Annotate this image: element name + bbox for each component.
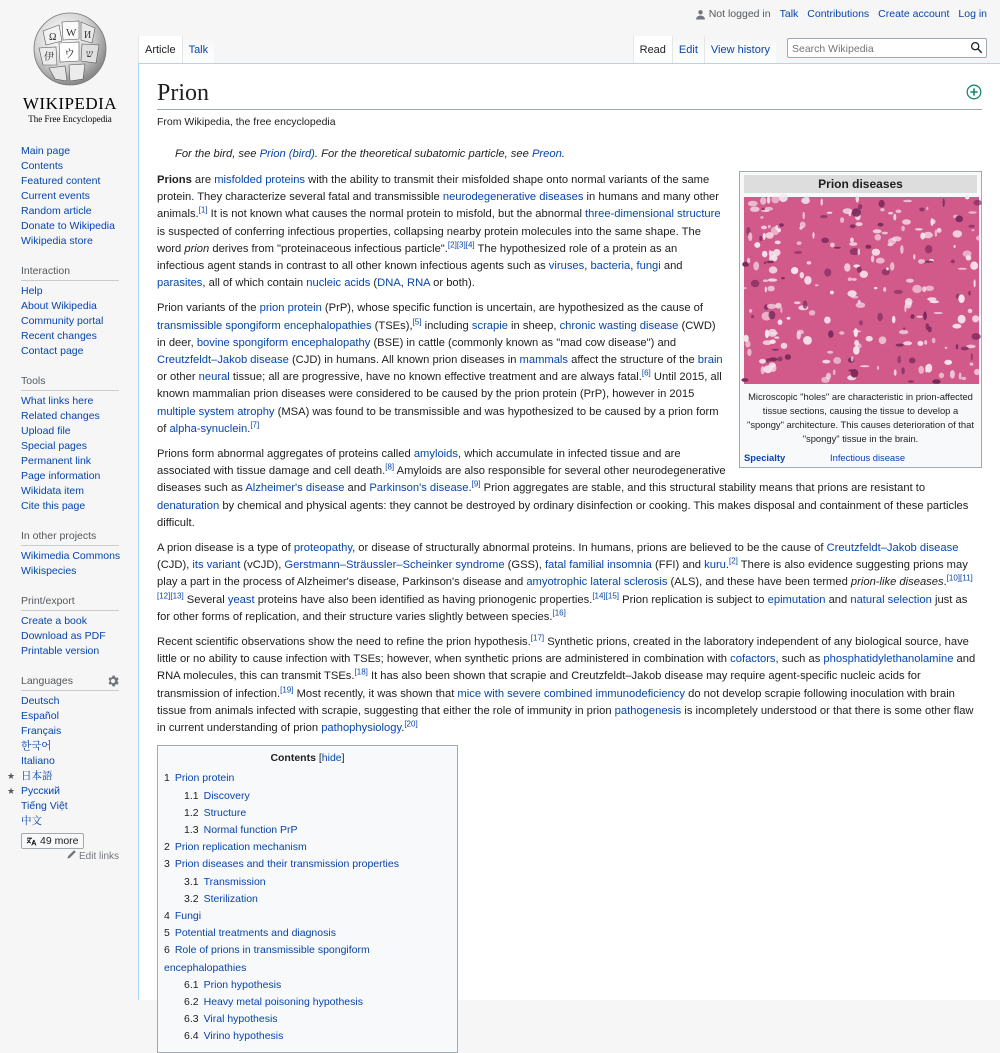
wiki-link[interactable]: fatal familial insomnia bbox=[544, 559, 652, 572]
body-text: is suspected of conferring infectious properties, collapsing nearby protein molecules into the same shape. The word bbox=[157, 225, 701, 255]
svg-text:И: И bbox=[84, 30, 92, 41]
citation bbox=[457, 240, 466, 249]
infobox-image[interactable] bbox=[744, 197, 979, 384]
toc-item[interactable] bbox=[164, 788, 451, 805]
toc-number: 6.1 bbox=[184, 978, 199, 991]
wiki-link[interactable]: bacteria bbox=[590, 260, 631, 273]
toc-number: 2 bbox=[164, 841, 170, 854]
citation bbox=[199, 206, 208, 215]
citation-link[interactable]: [9] bbox=[471, 479, 481, 489]
citation bbox=[157, 591, 170, 600]
toc-number: 6.2 bbox=[184, 995, 199, 1008]
toc-number: 1 bbox=[164, 772, 170, 785]
citation-link[interactable]: [8] bbox=[385, 462, 395, 472]
toc-link[interactable]: Prion protein bbox=[174, 772, 235, 785]
hatnote-link-preon[interactable]: Preon bbox=[531, 148, 562, 160]
hatnote-text: . For the theoretical subatomic particle, see bbox=[314, 148, 532, 160]
lang-deutsch[interactable]: Deutsch bbox=[21, 695, 60, 707]
body-text: Prions form abnormal aggregates of proteins called bbox=[157, 448, 414, 461]
citation-link[interactable]: [6] bbox=[641, 368, 651, 378]
body-text: affect the structure of the bbox=[568, 354, 698, 367]
citation-link[interactable]: [2] bbox=[447, 240, 457, 250]
citation bbox=[531, 633, 544, 642]
wiki-link[interactable]: nucleic acids bbox=[306, 277, 371, 290]
toc-link[interactable]: Heavy metal poisoning hypothesis bbox=[203, 995, 363, 1008]
body-text: , bbox=[400, 277, 408, 290]
sidebar-item-related-changes[interactable]: Related changes bbox=[21, 410, 100, 422]
tab-talk[interactable]: Talk bbox=[182, 36, 215, 63]
citation-link[interactable]: [17] bbox=[530, 633, 545, 643]
lang-francais[interactable]: Français bbox=[21, 725, 62, 737]
italic-text: prion-like diseases bbox=[850, 576, 944, 589]
toc-link[interactable]: Viral hypothesis bbox=[203, 1013, 278, 1026]
citation bbox=[592, 591, 605, 600]
body-text: There is also evidence suggesting prions may play a part in the process of Alzheimer's disease, Parkinson's disease and bbox=[157, 559, 968, 589]
toc-number: 3 bbox=[164, 858, 170, 871]
toc-number: 1.2 bbox=[184, 806, 199, 819]
body-text: , all of which contain bbox=[202, 277, 307, 290]
wiki-link[interactable]: chronic wasting disease bbox=[559, 319, 679, 332]
toc-number: 6.3 bbox=[184, 1013, 199, 1026]
toc-item[interactable] bbox=[164, 1028, 451, 1045]
toc-link[interactable]: Structure bbox=[203, 806, 247, 819]
create-account-link[interactable]: Create account bbox=[878, 8, 950, 20]
hatnote bbox=[175, 148, 982, 160]
navigation-portal bbox=[21, 144, 138, 249]
lang-italiano[interactable]: Italiano bbox=[21, 755, 55, 767]
body-text: Prion variants of the bbox=[157, 302, 260, 315]
table-of-contents bbox=[157, 745, 458, 1052]
toc-link[interactable]: Prion replication mechanism bbox=[174, 841, 307, 854]
svg-text:ウ: ウ bbox=[64, 48, 75, 60]
body-text: . bbox=[401, 722, 405, 735]
body-text: in humans and many other animals. bbox=[157, 191, 719, 221]
body-text: (MSA) was found to be transmissible and was hypothesized to be caused by a prion form of bbox=[157, 405, 719, 435]
sidebar-item-help[interactable]: Help bbox=[21, 285, 43, 297]
lang-espanol[interactable]: Español bbox=[21, 710, 59, 722]
other-projects-portal bbox=[21, 526, 138, 579]
citation bbox=[448, 240, 457, 249]
wiki-link[interactable]: pathogenesis bbox=[614, 704, 682, 717]
citation-link[interactable]: [2] bbox=[729, 556, 738, 566]
toc-item[interactable] bbox=[164, 891, 451, 908]
body-text: The hypothesized role of a protein as an infectious agent stands in contrast to all other known infectious agents such as bbox=[157, 242, 678, 273]
wiki-link[interactable]: bovine spongiform encephalopathy bbox=[196, 336, 371, 349]
sidebar-item-cite-this-page[interactable]: Cite this page bbox=[21, 500, 86, 512]
sidebar-item-recent-changes[interactable]: Recent changes bbox=[21, 330, 97, 342]
lang-russian[interactable]: Русский bbox=[21, 785, 60, 797]
body-text: (CJD) in humans. All known prion diseases in bbox=[288, 354, 520, 367]
body-text: (TSEs), bbox=[371, 319, 413, 332]
logo-tagline: The Free Encyclopedia bbox=[28, 114, 112, 124]
toc-link[interactable]: Sterilization bbox=[203, 892, 258, 905]
tools-portal bbox=[21, 371, 138, 514]
citation-link[interactable]: [12] bbox=[157, 590, 171, 600]
not-logged-in bbox=[695, 8, 771, 20]
citation bbox=[552, 608, 565, 617]
body-text: (GSS), bbox=[504, 559, 545, 572]
toc-number: 3.2 bbox=[184, 892, 199, 905]
body-text: are bbox=[191, 174, 215, 186]
wiki-link[interactable]: its variant bbox=[192, 559, 241, 572]
citation-link[interactable]: [13] bbox=[170, 590, 184, 600]
svg-text:伊: 伊 bbox=[44, 52, 54, 63]
citation-link[interactable]: [7] bbox=[250, 420, 260, 430]
body-text: , such as bbox=[775, 653, 824, 666]
citation-link[interactable]: [14] bbox=[592, 590, 606, 600]
wiki-link[interactable]: neurodegenerative diseases bbox=[442, 191, 584, 204]
specialty-label[interactable]: Specialty bbox=[744, 452, 786, 463]
body-text: Most recently, it was shown that bbox=[293, 687, 458, 700]
sidebar-item-contact[interactable]: Contact page bbox=[21, 345, 84, 357]
citation-link[interactable]: [3] bbox=[456, 240, 466, 250]
wiki-link[interactable]: scrapie bbox=[471, 319, 508, 332]
toc-link[interactable]: Transmission bbox=[203, 875, 266, 888]
tab-view-history[interactable]: View history bbox=[704, 36, 776, 63]
sidebar-item-printable-version[interactable]: Printable version bbox=[21, 645, 100, 657]
badge-star-icon: ★ bbox=[7, 771, 16, 781]
lang-chinese[interactable]: 中文 bbox=[21, 815, 42, 827]
toc-hide-toggle: [hide] bbox=[318, 752, 345, 765]
svg-text:ש: ש bbox=[86, 49, 94, 60]
pencil-icon bbox=[67, 850, 76, 859]
body-text: just as for other forms of replication, and their structure varies slightly between species. bbox=[157, 593, 968, 623]
lang-japanese[interactable]: 日本語 bbox=[21, 770, 53, 782]
wiki-link[interactable]: transmissible spongiform encephalopathies bbox=[157, 319, 372, 332]
wiki-link[interactable]: phosphatidylethanolamine bbox=[823, 653, 954, 666]
gear-icon[interactable] bbox=[107, 675, 119, 687]
sidebar-item-upload-file[interactable]: Upload file bbox=[21, 425, 71, 437]
body-text: and bbox=[825, 593, 851, 606]
citation bbox=[466, 240, 475, 249]
body-text: Several bbox=[183, 593, 228, 606]
body-text: Synthetic prions, created in the laboratory independent of any biological source, have little or no ability to cause infection with TSEs; however, when synthetic prions are administered in combination with bbox=[157, 636, 969, 666]
body-text: and bbox=[344, 482, 370, 495]
page-title bbox=[157, 80, 982, 110]
body-text: . bbox=[725, 559, 729, 572]
wiki-link[interactable]: RNA bbox=[407, 277, 431, 290]
sidebar-item-what-links-here[interactable]: What links here bbox=[21, 395, 94, 407]
body-text: with the ability to transmit their misfolded shape onto normal variants of the same protein. They characterize several fatal and transmissible bbox=[157, 174, 710, 204]
body-text: (BSE) in cattle (commonly known as "mad cow disease") and bbox=[370, 336, 677, 349]
wiki-link[interactable]: brain bbox=[697, 354, 723, 367]
body-text: (CJD), bbox=[157, 559, 193, 572]
toc-item[interactable] bbox=[164, 1011, 451, 1028]
search-input[interactable] bbox=[788, 41, 957, 58]
print-export-portal bbox=[21, 591, 138, 659]
citation-link[interactable]: [11] bbox=[960, 573, 973, 583]
sidebar-item-page-information[interactable]: Page information bbox=[21, 470, 101, 482]
wiki-link[interactable]: yeast bbox=[227, 593, 255, 606]
sidebar-item-special-pages[interactable]: Special pages bbox=[21, 440, 87, 452]
citation-link[interactable]: [5] bbox=[412, 316, 422, 326]
sidebar-item-random-article[interactable]: Random article bbox=[21, 205, 92, 217]
wiki-link[interactable]: amyloids bbox=[413, 448, 458, 461]
toc-item[interactable] bbox=[164, 822, 451, 839]
sidebar bbox=[0, 140, 138, 862]
infobox bbox=[739, 171, 982, 468]
wiki-link[interactable]: cofactors bbox=[730, 653, 776, 666]
sidebar-item-wikidata-item[interactable]: Wikidata item bbox=[21, 485, 85, 497]
sidebar-item-donate[interactable]: Donate to Wikipedia bbox=[21, 220, 115, 232]
toc-number: 3.1 bbox=[184, 875, 199, 888]
toc-number: 6.4 bbox=[184, 1030, 199, 1043]
citation-link[interactable]: [10] bbox=[946, 573, 961, 583]
sidebar-item-wikimedia-commons[interactable]: Wikimedia Commons bbox=[21, 550, 121, 562]
wiki-link[interactable]: denaturation bbox=[157, 499, 220, 512]
page-title-text: Prion bbox=[157, 80, 210, 106]
body-text: Prion aggregates are stable, and this structural stability means that prions are resistant to bbox=[480, 482, 926, 495]
hatnote-text: For the bird, see bbox=[175, 148, 260, 160]
citation bbox=[385, 463, 394, 472]
toc-link[interactable]: Role of prions in transmissible spongiform encephalopathies bbox=[164, 944, 370, 974]
wiki-link[interactable]: neural bbox=[198, 371, 230, 384]
citation-link[interactable]: [19] bbox=[280, 684, 294, 694]
body-text: (FFI) and bbox=[651, 559, 705, 572]
citation-link[interactable]: [20] bbox=[404, 719, 418, 729]
body-text: , bbox=[584, 260, 591, 273]
body-text: in sheep, bbox=[507, 319, 560, 332]
translate-icon bbox=[26, 836, 37, 847]
sidebar-item-main-page[interactable]: Main page bbox=[21, 145, 71, 157]
print-export-heading: Print/export bbox=[21, 591, 119, 611]
user-icon bbox=[695, 9, 706, 20]
contributions-link[interactable]: Contributions bbox=[807, 8, 870, 20]
wiki-link[interactable]: three-dimensional structure bbox=[585, 208, 721, 221]
body-text: (vCJD), bbox=[240, 559, 285, 572]
add-circle-icon[interactable] bbox=[966, 84, 982, 100]
body-text: . bbox=[943, 576, 947, 589]
wiki-link[interactable]: epimutation bbox=[767, 593, 826, 606]
body-text: tissue; all are progressive, have no known effective treatment and are always fatal. bbox=[229, 371, 642, 384]
more-languages-label: 49 more bbox=[40, 835, 79, 847]
body-text: ( bbox=[370, 277, 378, 290]
wiki-link[interactable]: Alzheimer's disease bbox=[245, 482, 345, 495]
other-projects-heading: In other projects bbox=[21, 526, 119, 546]
toc-link[interactable]: Fungi bbox=[174, 909, 202, 922]
wiki-link[interactable]: mice with severe combined immunodeficiency bbox=[457, 687, 685, 700]
body-text: , or disease of structurally abnormal proteins. In humans, prions are believed to be the cause of bbox=[352, 542, 827, 555]
sidebar-item-wikispecies[interactable]: Wikispecies bbox=[21, 565, 77, 577]
citation-link[interactable]: [18] bbox=[354, 667, 368, 677]
body-text: , bbox=[630, 260, 637, 273]
body-text: by chemical and physical agents: they cannot be destroyed by ordinary disinfection or cooking. This makes disposal and containment of these particles difficult. bbox=[157, 499, 969, 529]
search-icon[interactable] bbox=[970, 41, 983, 54]
body-text: derives from "proteinaceous infectious particle". bbox=[209, 242, 448, 255]
citation-link[interactable]: [1] bbox=[198, 205, 208, 215]
infobox-row-specialty bbox=[744, 450, 977, 463]
tab-edit[interactable]: Edit bbox=[672, 36, 704, 63]
toc-title: Contents bbox=[270, 752, 316, 765]
toc-list bbox=[164, 770, 451, 1045]
body-text: , which accumulate in infected tissue and are associated with tissue damage and cell death. bbox=[157, 448, 681, 478]
infobox-title: Prion diseases bbox=[744, 175, 977, 193]
citation bbox=[170, 591, 183, 600]
lang-korean[interactable]: 한국어 bbox=[21, 740, 52, 752]
svg-text:Ω: Ω bbox=[49, 32, 57, 43]
hatnote-link-prion-bird[interactable]: Prion (bird) bbox=[259, 148, 315, 160]
toc-item[interactable] bbox=[164, 908, 451, 925]
wiki-link[interactable]: alpha-synuclein bbox=[169, 422, 248, 435]
sidebar-item-store[interactable]: Wikipedia store bbox=[21, 235, 93, 247]
not-logged-in-label: Not logged in bbox=[708, 8, 771, 20]
languages-heading: Languages bbox=[21, 675, 73, 687]
wiki-link[interactable]: misfolded proteins bbox=[214, 174, 306, 186]
citation bbox=[355, 668, 368, 677]
body-text: proteins have also been identified as having prionogenic properties. bbox=[254, 593, 593, 606]
logo-wordmark: WIKIPEDIA bbox=[22, 94, 118, 113]
toc-link[interactable]: Prion hypothesis bbox=[203, 978, 282, 991]
toc-item[interactable] bbox=[164, 770, 451, 787]
wiki-link[interactable]: viruses bbox=[548, 260, 585, 273]
toc-heading bbox=[164, 752, 451, 764]
wiki-link[interactable]: DNA bbox=[377, 277, 401, 290]
toc-number: 5 bbox=[164, 927, 170, 940]
lang-vietnamese[interactable]: Tiếng Việt bbox=[21, 800, 68, 812]
toc-link[interactable]: Potential treatments and diagnosis bbox=[174, 927, 336, 940]
sidebar-item-about[interactable]: About Wikipedia bbox=[21, 300, 97, 312]
wiki-link[interactable]: fungi bbox=[636, 260, 661, 273]
toc-item[interactable] bbox=[164, 874, 451, 891]
sidebar-item-current-events[interactable]: Current events bbox=[21, 190, 90, 202]
svg-text:W: W bbox=[66, 27, 77, 39]
italic-text: prion bbox=[184, 242, 210, 255]
toc-hide-link[interactable]: hide bbox=[321, 752, 342, 765]
body-text: It has also been shown that scrapie and Creutzfeldt–Jakob disease may require agent-specific nucleic acids for transmission of infection. bbox=[157, 670, 921, 700]
body-text: It is not known what causes the normal protein to misfold, but the abnormal bbox=[207, 208, 586, 221]
talk-link[interactable]: Talk bbox=[779, 8, 799, 20]
sidebar-item-contents[interactable]: Contents bbox=[21, 160, 64, 172]
wiki-link[interactable]: proteopathy bbox=[293, 542, 353, 555]
tab-read[interactable]: Read bbox=[633, 36, 672, 63]
wiki-link[interactable]: natural selection bbox=[850, 593, 932, 606]
body-text: including bbox=[421, 319, 472, 332]
body-text: or both). bbox=[430, 277, 475, 290]
citation bbox=[472, 480, 481, 489]
edit-links-label: Edit links bbox=[78, 850, 119, 862]
more-languages-button[interactable] bbox=[21, 833, 84, 849]
languages-heading-row bbox=[21, 671, 119, 691]
toc-item[interactable] bbox=[164, 942, 451, 976]
sidebar-item-featured-content[interactable]: Featured content bbox=[21, 175, 101, 187]
citation bbox=[729, 557, 738, 566]
wiki-link[interactable]: kuru bbox=[704, 559, 726, 572]
sidebar-item-community-portal[interactable]: Community portal bbox=[21, 315, 104, 327]
body-text: Prion replication is subject to bbox=[619, 593, 768, 606]
body-text: . bbox=[468, 482, 472, 495]
body-text: (CWD) in deer, bbox=[157, 319, 716, 349]
citation bbox=[947, 574, 960, 583]
citation bbox=[642, 369, 651, 378]
toc-link[interactable]: Discovery bbox=[203, 789, 250, 802]
interaction-heading: Interaction bbox=[21, 261, 119, 281]
citation-link[interactable]: [16] bbox=[552, 608, 566, 618]
body-text: is incompletely understood or that there is some other flaw in current understanding of prion bbox=[157, 704, 974, 735]
citation bbox=[250, 420, 259, 429]
toc-number: 4 bbox=[164, 909, 170, 922]
namespace-tabs bbox=[138, 36, 214, 63]
search-box bbox=[787, 38, 987, 58]
body-text: A prion disease is a type of bbox=[157, 542, 294, 555]
wiki-link[interactable]: Creutzfeldt–Jakob disease bbox=[157, 354, 289, 367]
wikipedia-globe-icon bbox=[29, 11, 111, 87]
toc-item[interactable] bbox=[164, 839, 451, 856]
toc-item[interactable] bbox=[164, 994, 451, 1011]
body-text: (ALS), and these have been termed bbox=[667, 576, 851, 589]
toc-link[interactable]: Normal function PrP bbox=[203, 823, 298, 836]
wiki-link[interactable]: multiple system atrophy bbox=[157, 405, 275, 418]
bold-text: Prions bbox=[157, 174, 192, 186]
toc-number: 1.1 bbox=[184, 789, 199, 802]
badge-star-icon: ★ bbox=[7, 786, 16, 796]
sidebar-item-permanent-link[interactable]: Permanent link bbox=[21, 455, 92, 467]
wiki-link[interactable]: mammals bbox=[519, 354, 569, 367]
specialty-value[interactable]: Infectious disease bbox=[830, 452, 906, 463]
interaction-portal bbox=[21, 261, 138, 359]
citation bbox=[404, 719, 417, 728]
infobox-caption: Microscopic "holes" are characteristic in prion-affected tissue sections, causing the tissue to develop a "spongy" architecture. This causes deterioration of that "spongy" tissue in the brain. bbox=[747, 391, 974, 444]
site-subtitle: From Wikipedia, the free encyclopedia bbox=[157, 116, 336, 128]
body-text: . bbox=[247, 422, 251, 435]
toc-number: 6 bbox=[164, 944, 170, 957]
citation bbox=[960, 574, 973, 583]
article-paragraph bbox=[157, 540, 982, 626]
body-text: Until 2015, all known mammalian prion diseases were considered to be caused by the prion protein (PrP), however in 2015 bbox=[157, 371, 722, 401]
wiki-link[interactable]: parasites bbox=[157, 277, 203, 290]
body-text: (PrP), whose specific function is uncertain, are hypothesized as the cause of bbox=[321, 302, 704, 315]
tools-heading: Tools bbox=[21, 371, 119, 391]
citation bbox=[280, 685, 293, 694]
article-paragraph bbox=[157, 634, 982, 737]
toc-link[interactable]: Prion diseases and their transmission properties bbox=[174, 858, 399, 871]
log-in-link[interactable]: Log in bbox=[958, 8, 987, 20]
view-tabs bbox=[633, 36, 776, 63]
wiki-link[interactable]: pathophysiology bbox=[321, 722, 402, 735]
body-text: and bbox=[660, 260, 683, 273]
wiki-link[interactable]: prion protein bbox=[259, 302, 322, 315]
personal-tools bbox=[695, 8, 987, 20]
body-text: Amyloids are also responsible for several other neurodegenerative diseases such as bbox=[157, 465, 726, 495]
languages-portal bbox=[7, 671, 138, 862]
sidebar-item-download-pdf[interactable]: Download as PDF bbox=[21, 630, 106, 642]
edit-interlanguage-links[interactable] bbox=[21, 850, 119, 862]
citation-link[interactable]: [15] bbox=[605, 590, 619, 600]
body-text: or other bbox=[157, 371, 199, 384]
wiki-link[interactable]: amyotrophic lateral sclerosis bbox=[526, 576, 668, 589]
wiki-link[interactable]: Gerstmann–Sträussler–Scheinker syndrome bbox=[284, 559, 505, 572]
toc-item[interactable] bbox=[164, 805, 451, 822]
body-text: do not develop scrapie following inoculation with brain tissue from animals infected with scrapie, suggesting that either the role of immunity in prion bbox=[157, 687, 955, 717]
tab-article[interactable]: Article bbox=[138, 36, 182, 63]
toc-item[interactable] bbox=[164, 856, 451, 873]
body-text: and RNA molecules, this can transmit TSEs. bbox=[157, 653, 976, 683]
hatnote-text: . bbox=[561, 148, 565, 160]
toc-item[interactable] bbox=[164, 925, 451, 942]
sidebar-item-create-book[interactable]: Create a book bbox=[21, 615, 87, 627]
wiki-link[interactable]: Parkinson's disease bbox=[369, 482, 469, 495]
citation bbox=[606, 591, 619, 600]
wiki-link[interactable]: Creutzfeldt–Jakob disease bbox=[826, 542, 959, 555]
toc-link[interactable]: Virino hypothesis bbox=[203, 1030, 284, 1043]
body-text: Recent scientific observations show the need to refine the prion hypothesis. bbox=[157, 636, 531, 649]
wikipedia-logo[interactable] bbox=[20, 11, 120, 124]
toc-item[interactable] bbox=[164, 977, 451, 994]
toc-number: 1.3 bbox=[184, 823, 199, 836]
main-content bbox=[138, 63, 1000, 1043]
citation-link[interactable]: [4] bbox=[465, 240, 475, 250]
